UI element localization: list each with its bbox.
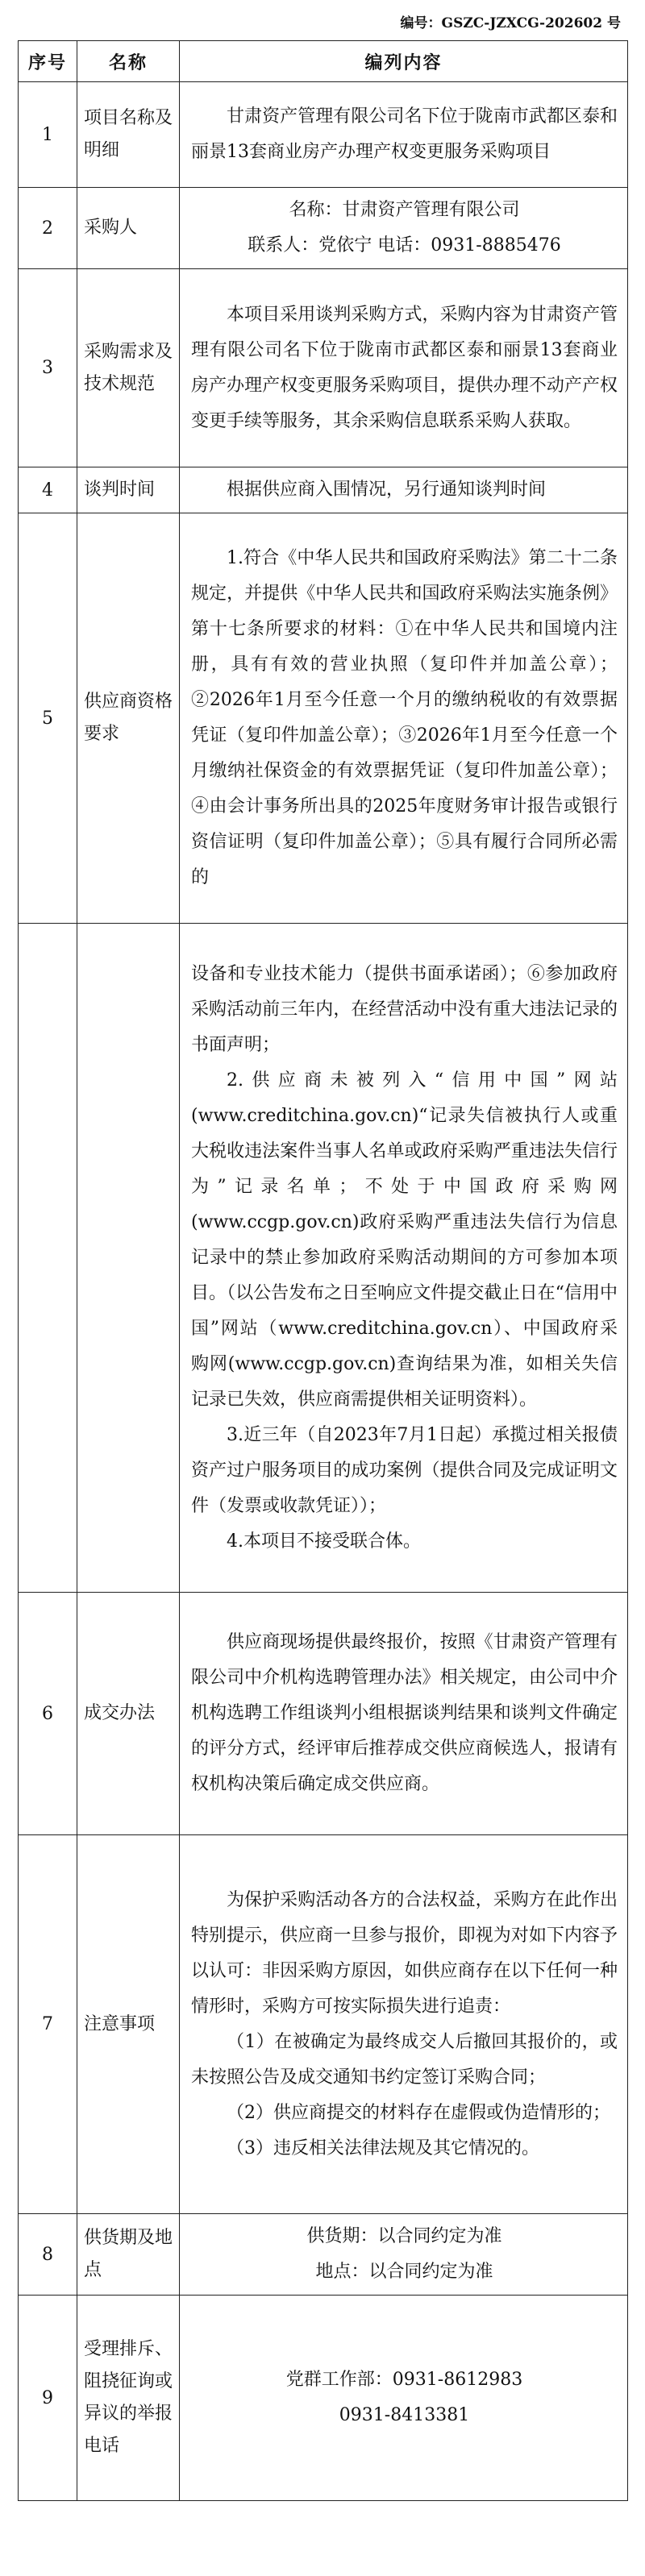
content-paragraph: （2）供应商提交的材料存在虚假或伪造情形的； bbox=[227, 2102, 610, 2123]
header-name: 名称 bbox=[77, 41, 180, 82]
row-content bbox=[180, 467, 628, 513]
row-name: 受理排斥、阻挠征询或异议的举报电话 bbox=[77, 2296, 180, 2501]
row-content bbox=[180, 2214, 628, 2296]
table-row bbox=[19, 2214, 628, 2296]
content-paragraph: 3.近三年（自2023年7月1日起）承揽过相关报债资产过户服务项目的成功案例（提供合同及完成证明文件（发票或收款凭证））； bbox=[191, 1424, 618, 1516]
content-paragraph: 2.供应商未被列入“信用中国”网站(www.creditchina.gov.cn)“记录失信被执行人或重大税收违法案件当事人名单或政府采购严重违法失信行为”记录名单；不处于中国政府采购网(www.ccgp.gov.cn)政府采购严重违法失信行为信息记录中的禁止参加政府采购活动期间的方可参加本项目。（以公告发布之日至响应文件提交截止日在“信用中国”网站（www.creditchina.gov.cn）、中国政府采购网(www.ccgp.gov.cn)查询结果为准，如相关失信记录已失效，供应商需提供相关证明资料）。 bbox=[191, 1070, 618, 1410]
row-content bbox=[180, 269, 628, 467]
procurement-table bbox=[18, 40, 628, 2501]
table-row-continuation bbox=[19, 924, 628, 1593]
table-row bbox=[19, 1593, 628, 1835]
table-row bbox=[19, 513, 628, 924]
table-row bbox=[19, 188, 628, 269]
row-number: 2 bbox=[19, 188, 77, 269]
row-name: 项目名称及明细 bbox=[77, 82, 180, 188]
content-paragraph: （3）违反相关法律法规及其它情况的。 bbox=[227, 2138, 539, 2158]
content-paragraph: 党群工作部：0931-8612983 bbox=[285, 2370, 523, 2390]
row-number: 3 bbox=[19, 269, 77, 467]
row-number-empty bbox=[19, 924, 77, 1593]
row-name: 采购需求及技术规范 bbox=[77, 269, 180, 467]
content-paragraph: 联系人：党依宁 电话：0931-8885476 bbox=[248, 235, 561, 256]
content-paragraph: （1）在被确定为最终成交人后撤回其报价的，或未按照公告及成交通知书约定签订采购合同； bbox=[191, 2031, 618, 2088]
content-paragraph: 4.本项目不接受联合体。 bbox=[227, 1531, 421, 1552]
row-content bbox=[180, 82, 628, 188]
content-paragraph: 1.符合《中华人民共和国政府采购法》第二十二条规定，并提供《中华人民共和国政府采购法实施条例》第十七条所要求的材料：①在中华人民共和国境内注册，具有有效的营业执照（复印件并加盖公章）；②2026年1月至今任意一个月的缴纳税收的有效票据凭证（复印件加盖公章）；③2026年1月至今任意一个月缴纳社保资金的有效票据凭证（复印件加盖公章）；④由会计事务所出具的2025年度财务审计报告或银行资信证明（复印件加盖公章）；⑤具有履行合同所必需的 bbox=[191, 548, 618, 887]
row-number: 4 bbox=[19, 467, 77, 513]
content-paragraph: 供货期：以合同约定为准 bbox=[306, 2226, 502, 2246]
table-header-row bbox=[19, 41, 628, 82]
row-content bbox=[180, 188, 628, 269]
row-number: 7 bbox=[19, 1835, 77, 2214]
row-name-empty bbox=[77, 924, 180, 1593]
content-paragraph: 名称：甘肃资产管理有限公司 bbox=[289, 200, 520, 220]
header-no: 序号 bbox=[19, 41, 77, 82]
row-number: 9 bbox=[19, 2296, 77, 2501]
row-content bbox=[180, 513, 628, 924]
row-content bbox=[180, 2296, 628, 2501]
row-content bbox=[180, 1593, 628, 1835]
row-name: 注意事项 bbox=[77, 1835, 180, 2214]
row-number: 1 bbox=[19, 82, 77, 188]
row-name: 谈判时间 bbox=[77, 467, 180, 513]
content-paragraph: 设备和专业技术能力（提供书面承诺函）；⑥参加政府采购活动前三年内，在经营活动中没有重大违法记录的书面声明； bbox=[191, 963, 618, 1055]
row-name: 成交办法 bbox=[77, 1593, 180, 1835]
row-content bbox=[180, 1835, 628, 2214]
row-name: 供应商资格要求 bbox=[77, 513, 180, 924]
row-number: 6 bbox=[19, 1593, 77, 1835]
row-name: 供货期及地点 bbox=[77, 2214, 180, 2296]
content-paragraph: 供应商现场提供最终报价，按照《甘肃资产管理有限公司中介机构选聘管理办法》相关规定，由公司中介机构选聘工作组谈判小组根据谈判结果和谈判文件确定的评分方式，经评审后推荐成交供应商候选人，报请有权机构决策后确定成交供应商。 bbox=[191, 1632, 618, 1794]
content-paragraph: 本项目采用谈判采购方式，采购内容为甘肃资产管理有限公司名下位于陇南市武都区泰和丽景13套商业房产办理产权变更服务采购项目，提供办理不动产产权变更手续等服务，其余采购信息联系采购人获取。 bbox=[191, 304, 618, 431]
row-number: 8 bbox=[19, 2214, 77, 2296]
header-content: 编列内容 bbox=[180, 41, 628, 82]
content-paragraph: 为保护采购活动各方的合法权益，采购方在此作出特别提示，供应商一旦参与报价，即视为对如下内容予以认可：非因采购方原因，如供应商存在以下任何一种情形时，采购方可按实际损失进行追责： bbox=[191, 1889, 618, 2017]
document-number: 编号：GSZC-JZXCG-202602 号 bbox=[400, 15, 621, 31]
row-number: 5 bbox=[19, 513, 77, 924]
table-row bbox=[19, 467, 628, 513]
table-row bbox=[19, 269, 628, 467]
row-name: 采购人 bbox=[77, 188, 180, 269]
table-row bbox=[19, 1835, 628, 2214]
table-row bbox=[19, 2296, 628, 2501]
table-row bbox=[19, 82, 628, 188]
row-content bbox=[180, 924, 628, 1593]
content-paragraph: 甘肃资产管理有限公司名下位于陇南市武都区泰和丽景13套商业房产办理产权变更服务采购项目 bbox=[191, 106, 618, 162]
content-paragraph: 地点：以合同约定为准 bbox=[315, 2262, 493, 2282]
content-paragraph: 0931-8413381 bbox=[339, 2405, 470, 2425]
content-paragraph: 根据供应商入围情况，另行通知谈判时间 bbox=[227, 480, 547, 500]
